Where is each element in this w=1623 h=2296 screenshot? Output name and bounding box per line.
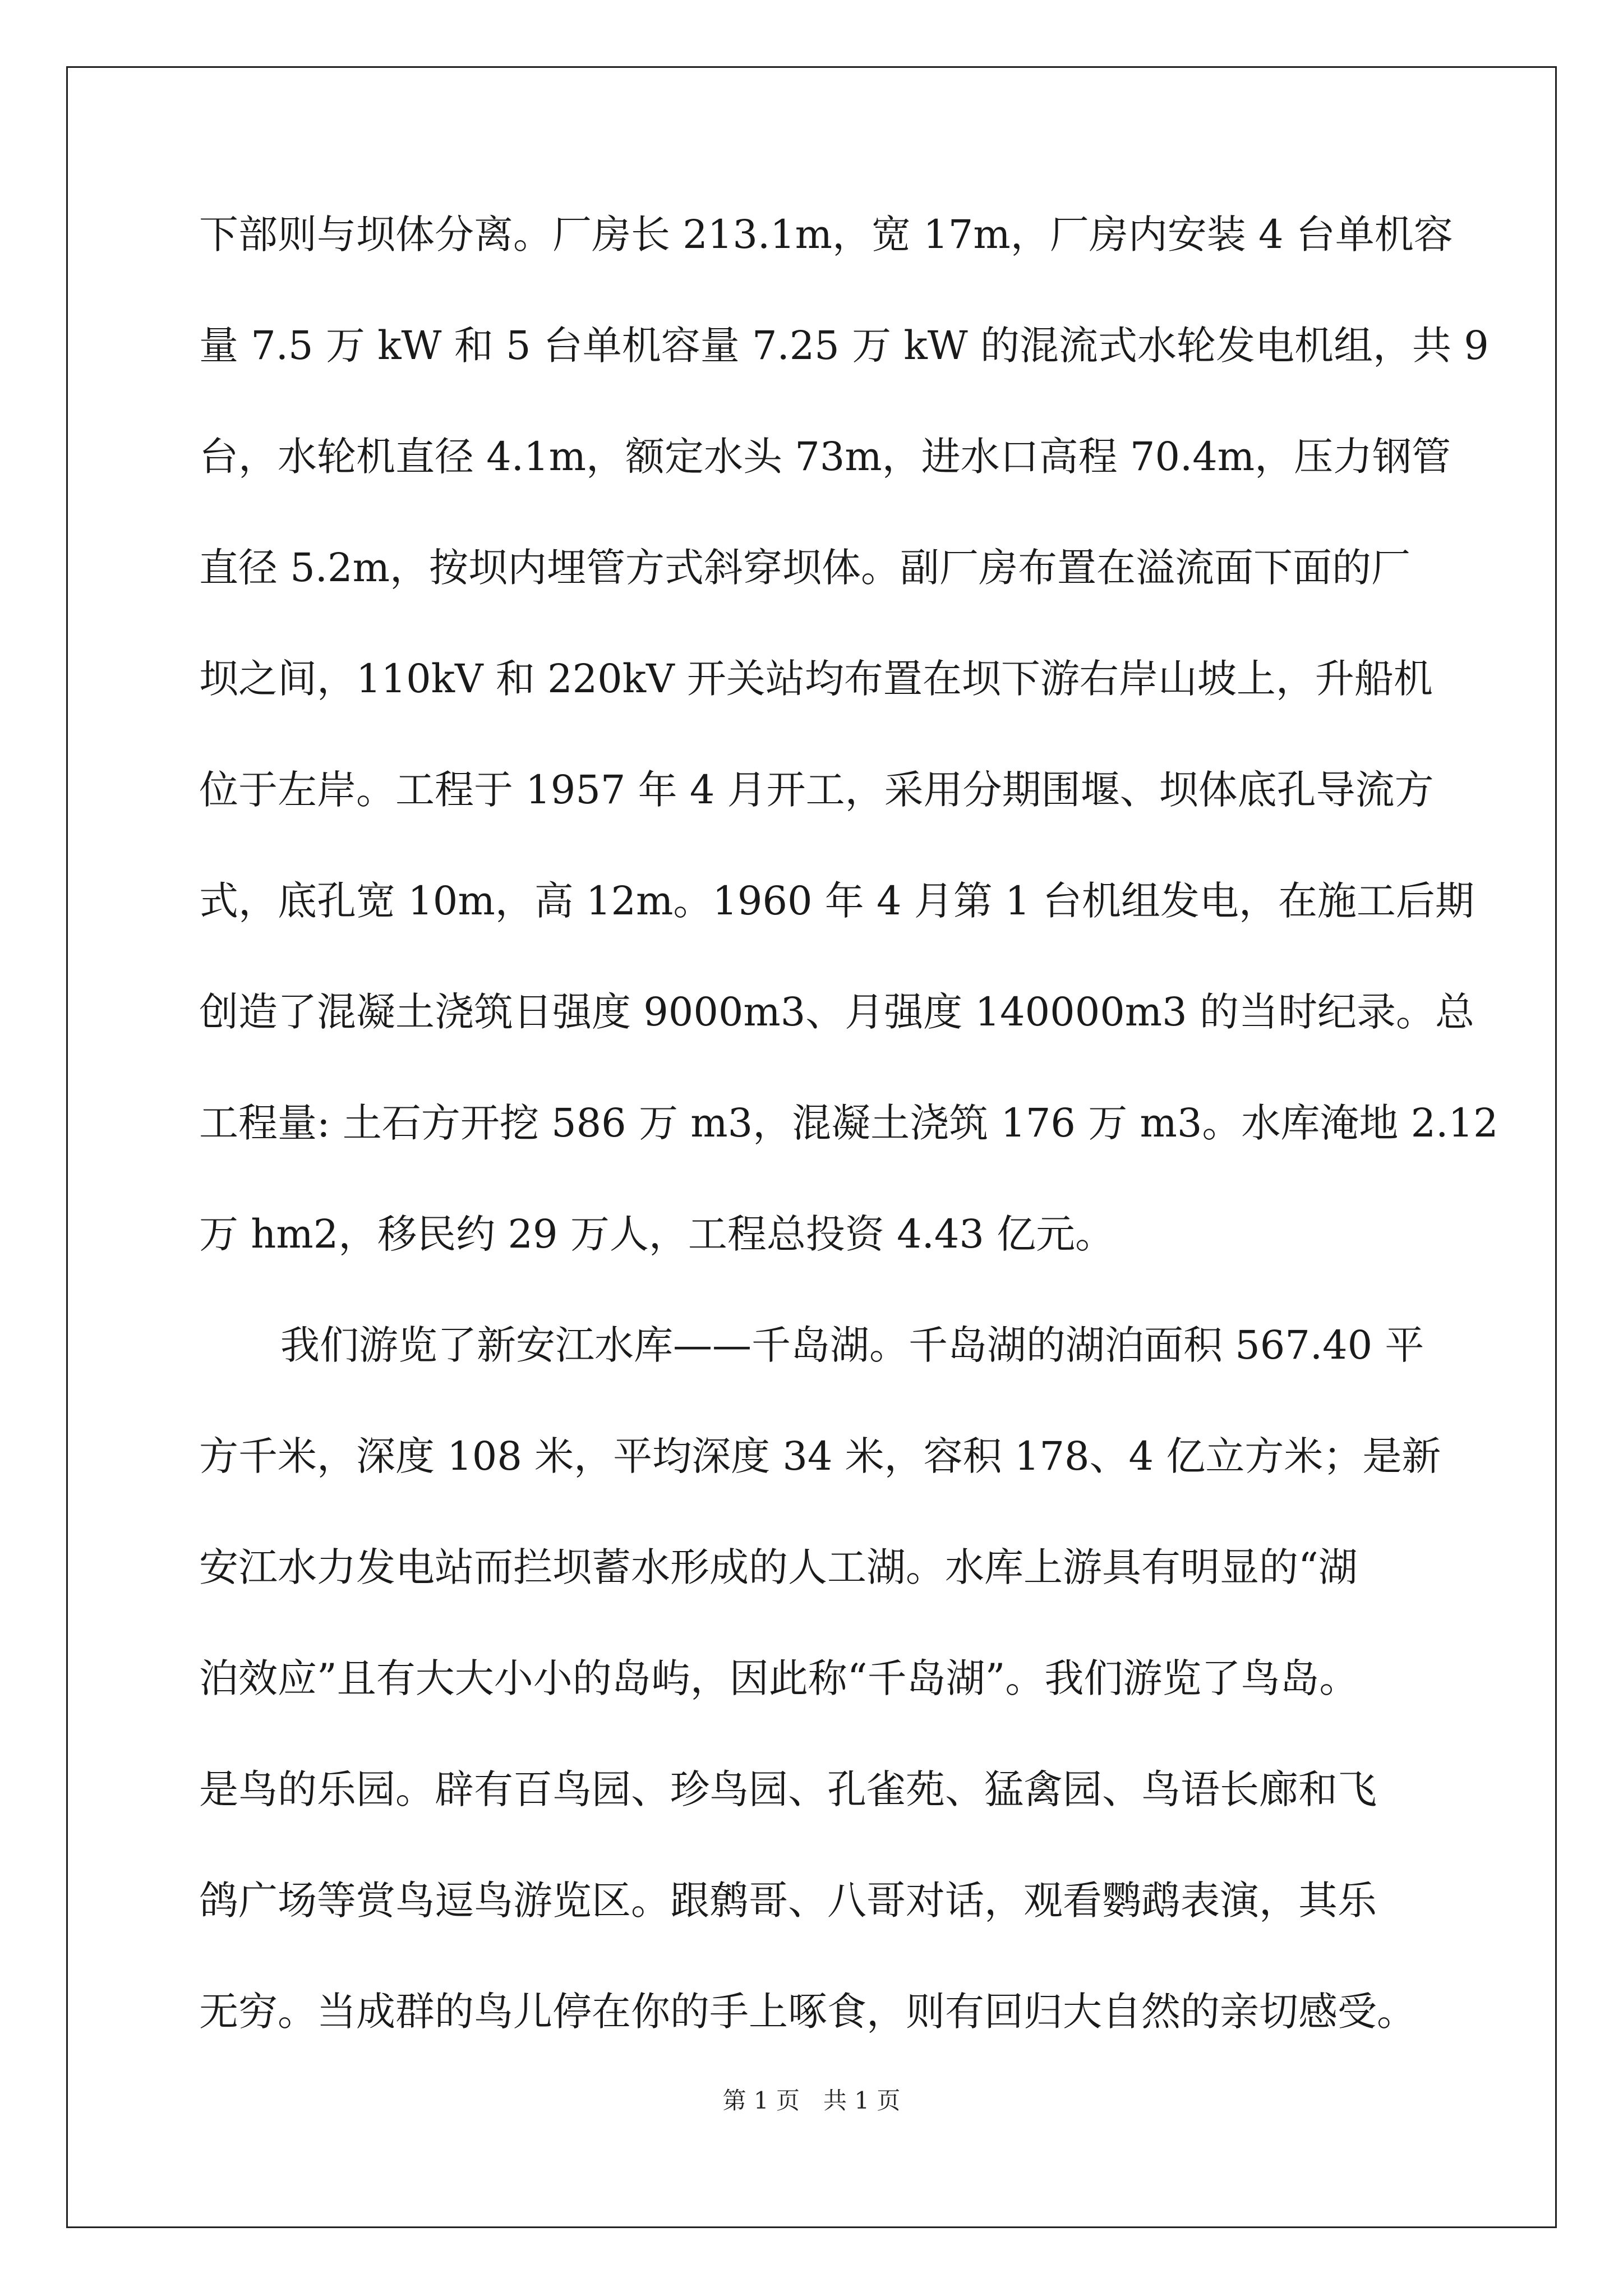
text-line: 台，水轮机直径 4.1m，额定水头 73m，进水口高程 70.4m，压力钢管 (199, 434, 1451, 480)
text-line: 式，底孔宽 10m，高 12m。1960 年 4 月第 1 台机组发电，在施工后期 (199, 878, 1474, 924)
text-line: 安江水力发电站而拦坝蓄水形成的人工湖。水库上游具有明显的“湖 (199, 1544, 1358, 1590)
text-line: 无穷。当成群的鸟儿停在你的手上啄食，则有回归大自然的亲切感受。 (199, 1989, 1416, 2035)
text-line: 直径 5.2m，按坝内埋管方式斜穿坝体。副厂房布置在溢流面下面的厂 (199, 545, 1410, 591)
text-line: 工程量: 土石方开挖 586 万 m3，混凝土浇筑 176 万 m3。水库淹地 2.12 (199, 1100, 1498, 1146)
text-line: 坝之间，110kV 和 220kV 开关站均布置在坝下游右岸山坡上，升船机 (199, 656, 1433, 702)
paragraph-first-line: 我们游览了新安江水库——千岛湖。千岛湖的湖泊面积 567.40 平 (280, 1322, 1424, 1368)
text-line: 位于左岸。工程于 1957 年 4 月开工，采用分期围堰、坝体底孔导流方 (199, 767, 1434, 813)
text-line: 鸽广场等赏鸟逗鸟游览区。跟鹩哥、八哥对话，观看鹦鹉表演，其乐 (199, 1878, 1377, 1924)
text-line: 是鸟的乐园。辟有百鸟园、珍鸟园、孔雀苑、猛禽园、鸟语长廊和飞 (199, 1766, 1377, 1812)
text-line: 量 7.5 万 kW 和 5 台单机容量 7.25 万 kW 的混流式水轮发电机组，共 9 (199, 323, 1489, 369)
text-line: 泊效应”且有大大小小的岛屿，因此称“千岛湖”。我们游览了鸟岛。 (199, 1655, 1359, 1701)
text-line: 创造了混凝土浇筑日强度 9000m3、月强度 140000m3 的当时纪录。总 (199, 989, 1474, 1035)
text-line: 方千米，深度 108 米，平均深度 34 米，容积 178、4 亿立方米；是新 (199, 1433, 1441, 1479)
text-line: 下部则与坝体分离。厂房长 213.1m，宽 17m，厂房内安装 4 台单机容 (199, 211, 1453, 257)
text-line: 万 hm2，移民约 29 万人，工程总投资 4.43 亿元。 (199, 1211, 1115, 1257)
page-footer: 第 1 页 共 1 页 (722, 2087, 901, 2114)
